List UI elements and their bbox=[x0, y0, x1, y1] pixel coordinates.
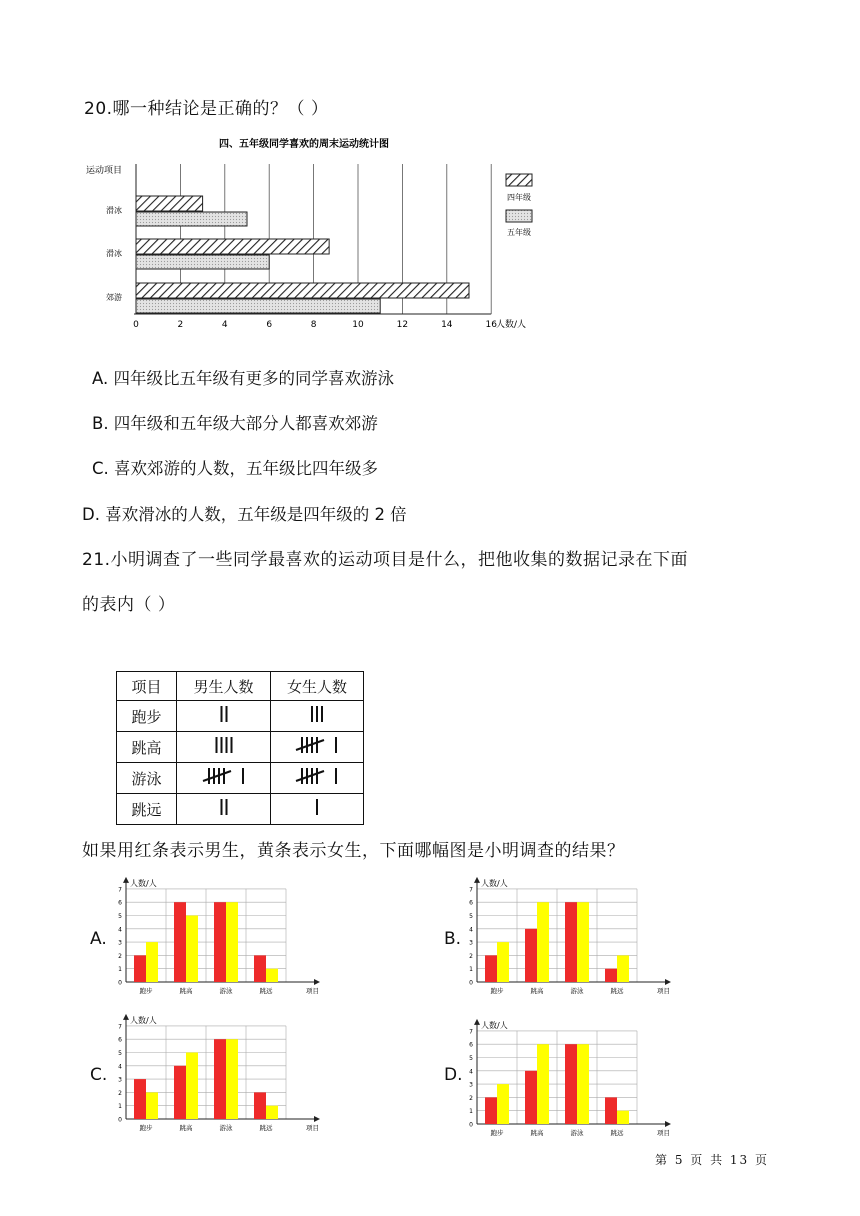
y-tick-label: 6 bbox=[469, 899, 473, 907]
y-category-label: 郊游 bbox=[106, 293, 122, 302]
bar-boys bbox=[134, 955, 146, 982]
table-row-label: 跑步 bbox=[117, 701, 177, 732]
table-header: 男生人数 bbox=[177, 672, 271, 701]
bar-girls bbox=[146, 942, 158, 982]
bar-girls bbox=[617, 1111, 629, 1124]
bar-girls bbox=[537, 1044, 549, 1124]
x-axis-arrow bbox=[665, 1121, 671, 1127]
legend-swatch-grade4 bbox=[506, 174, 532, 186]
q20-option-b[interactable]: B. 四年级和五年级大部分人都喜欢郊游 bbox=[92, 414, 378, 433]
tally-marks bbox=[179, 794, 269, 820]
y-tick-label: 7 bbox=[118, 886, 122, 894]
y-tick-label: 7 bbox=[118, 1023, 122, 1031]
bar-girls bbox=[146, 1092, 158, 1119]
x-tick-label: 跳远 bbox=[610, 1129, 624, 1137]
y-category-label: 滑冰 bbox=[106, 249, 122, 258]
q20-option-d[interactable]: D. 喜欢滑冰的人数，五年级是四年级的 2 倍 bbox=[82, 505, 407, 524]
bar-boys bbox=[174, 902, 186, 982]
bar-boys bbox=[565, 1044, 577, 1124]
q20-option-a[interactable]: A. 四年级比五年级有更多的同学喜欢游泳 bbox=[92, 369, 394, 388]
tally-marks bbox=[179, 701, 269, 727]
bar-boys bbox=[254, 1092, 266, 1119]
x-tick-label: 游泳 bbox=[570, 1129, 584, 1137]
option-b-chart[interactable] bbox=[461, 876, 686, 1002]
y-tick-label: 3 bbox=[118, 939, 122, 947]
bar-boys bbox=[214, 902, 226, 982]
x-tick-label: 10 bbox=[352, 320, 364, 330]
y-tick-label: 2 bbox=[118, 952, 122, 960]
bar-boys bbox=[485, 955, 497, 982]
tally-cross-stroke bbox=[296, 771, 324, 781]
x-tick-label: 14 bbox=[441, 320, 453, 330]
q20-text: 20.哪一种结论是正确的？（ ） bbox=[84, 99, 329, 119]
x-tick-label: 12 bbox=[396, 320, 409, 330]
y-tick-label: 1 bbox=[118, 1103, 122, 1111]
bar-boys bbox=[605, 1097, 617, 1124]
y-axis-label: 人数/人 bbox=[481, 1021, 508, 1030]
y-tick-label: 2 bbox=[118, 1089, 122, 1097]
y-tick-label: 5 bbox=[469, 913, 473, 920]
x-tick-label: 跑步 bbox=[490, 987, 504, 995]
bar-girls bbox=[497, 1084, 509, 1124]
bar-boys bbox=[214, 1039, 226, 1119]
q21-option-a-label[interactable]: A. bbox=[90, 929, 107, 949]
table-header: 女生人数 bbox=[271, 672, 364, 701]
x-tick-label: 4 bbox=[221, 320, 228, 330]
y-tick-label: 4 bbox=[118, 926, 122, 934]
y-tick-label: 5 bbox=[118, 913, 122, 920]
x-tick-label: 跳远 bbox=[259, 987, 273, 995]
bar-grade5 bbox=[136, 299, 380, 313]
option-c-chart[interactable] bbox=[110, 1013, 335, 1139]
legend-label-grade5: 五年级 bbox=[507, 228, 531, 237]
y-axis-arrow bbox=[474, 877, 480, 883]
x-tick-label: 2 bbox=[177, 320, 184, 330]
q20-xaxis-label: 人数/人 bbox=[496, 320, 527, 330]
x-axis-label: 项目 bbox=[306, 987, 319, 995]
bar-girls bbox=[577, 902, 589, 982]
y-tick-label: 6 bbox=[118, 1036, 122, 1044]
y-tick-label: 0 bbox=[118, 1116, 122, 1124]
tally-cross-stroke bbox=[203, 771, 231, 781]
q21-text-line2: 的表内（ ） bbox=[82, 595, 176, 615]
x-axis-arrow bbox=[665, 979, 671, 985]
q21-option-b-label[interactable]: B. bbox=[444, 929, 462, 949]
y-axis-label: 人数/人 bbox=[481, 879, 508, 888]
y-tick-label: 3 bbox=[118, 1076, 122, 1084]
y-tick-label: 4 bbox=[469, 926, 473, 934]
bar-girls bbox=[226, 902, 238, 982]
y-tick-label: 6 bbox=[118, 899, 122, 907]
q20-bar-chart bbox=[82, 128, 562, 350]
bar-boys bbox=[134, 1079, 146, 1119]
y-tick-label: 7 bbox=[469, 1028, 473, 1036]
x-tick-label: 跑步 bbox=[139, 1124, 153, 1132]
bar-grade4 bbox=[136, 283, 469, 298]
bar-grade4 bbox=[136, 196, 203, 211]
legend-swatch-grade5 bbox=[506, 210, 532, 222]
q20-chart-title: 四、五年级同学喜欢的周末运动统计图 bbox=[219, 139, 389, 150]
bar-boys bbox=[605, 969, 617, 982]
y-axis-label: 人数/人 bbox=[130, 879, 157, 888]
bar-girls bbox=[186, 1053, 198, 1120]
x-axis-arrow bbox=[314, 1116, 320, 1122]
y-category-label: 滑冰 bbox=[106, 206, 122, 215]
y-tick-label: 3 bbox=[469, 939, 473, 947]
tally-marks bbox=[179, 763, 269, 789]
tally-marks bbox=[272, 701, 362, 727]
q21-option-c-label[interactable]: C. bbox=[90, 1065, 108, 1085]
x-axis-arrow bbox=[314, 979, 320, 985]
bar-girls bbox=[497, 942, 509, 982]
x-tick-label: 跳高 bbox=[530, 1129, 544, 1137]
q20-option-c[interactable]: C. 喜欢郊游的人数，五年级比四年级多 bbox=[92, 459, 379, 478]
x-axis-label: 项目 bbox=[657, 987, 670, 995]
x-tick-label: 跑步 bbox=[139, 987, 153, 995]
x-tick-label: 游泳 bbox=[219, 1124, 233, 1132]
bar-girls bbox=[577, 1044, 589, 1124]
x-tick-label: 跳高 bbox=[179, 987, 193, 995]
page-footer: 第 5 页 共 13 页 bbox=[655, 1153, 769, 1167]
x-tick-label: 16 bbox=[485, 320, 497, 330]
y-tick-label: 5 bbox=[118, 1050, 122, 1057]
bar-girls bbox=[537, 902, 549, 982]
x-tick-label: 游泳 bbox=[219, 987, 233, 995]
y-tick-label: 4 bbox=[118, 1063, 122, 1071]
tally-marks bbox=[272, 732, 362, 758]
bar-boys bbox=[174, 1066, 186, 1119]
y-tick-label: 6 bbox=[469, 1041, 473, 1049]
bar-girls bbox=[186, 916, 198, 983]
y-axis-arrow bbox=[123, 1014, 129, 1020]
bar-boys bbox=[525, 1071, 537, 1124]
y-axis-label: 人数/人 bbox=[130, 1016, 157, 1025]
bar-boys bbox=[485, 1097, 497, 1124]
bar-boys bbox=[254, 955, 266, 982]
y-tick-label: 3 bbox=[469, 1081, 473, 1089]
q20-yaxis-label: 运动项目 bbox=[86, 166, 123, 176]
tally-marks bbox=[179, 732, 269, 758]
y-tick-label: 1 bbox=[469, 1108, 473, 1116]
y-axis-arrow bbox=[123, 877, 129, 883]
x-tick-label: 跑步 bbox=[490, 1129, 504, 1137]
x-tick-label: 0 bbox=[133, 320, 139, 330]
bar-boys bbox=[525, 929, 537, 982]
y-tick-label: 2 bbox=[469, 1094, 473, 1102]
bar-grade5 bbox=[136, 255, 269, 269]
tally-marks bbox=[272, 794, 362, 820]
table-row-label: 游泳 bbox=[117, 763, 177, 794]
x-tick-label: 6 bbox=[266, 320, 273, 330]
bar-girls bbox=[617, 955, 629, 982]
bar-grade4 bbox=[136, 239, 329, 254]
q21-text-line1: 21.小明调查了一些同学最喜欢的运动项目是什么，把他收集的数据记录在下面 bbox=[82, 550, 689, 570]
x-tick-label: 跳高 bbox=[179, 1124, 193, 1132]
y-tick-label: 1 bbox=[469, 966, 473, 974]
y-tick-label: 2 bbox=[469, 952, 473, 960]
tally-marks bbox=[272, 763, 362, 789]
y-tick-label: 5 bbox=[469, 1055, 473, 1062]
bar-girls bbox=[266, 1106, 278, 1119]
q21-question: 如果用红条表示男生，黄条表示女生，下面哪幅图是小明调查的结果？ bbox=[82, 841, 625, 861]
y-tick-label: 0 bbox=[469, 979, 473, 987]
x-tick-label: 跳高 bbox=[530, 987, 544, 995]
tally-table bbox=[116, 671, 364, 825]
option-d-chart[interactable] bbox=[461, 1018, 686, 1144]
y-tick-label: 0 bbox=[469, 1121, 473, 1129]
bar-girls bbox=[226, 1039, 238, 1119]
y-tick-label: 7 bbox=[469, 886, 473, 894]
bar-girls bbox=[266, 969, 278, 982]
option-a-chart[interactable] bbox=[110, 876, 335, 1002]
y-axis-arrow bbox=[474, 1019, 480, 1025]
bar-grade5 bbox=[136, 212, 247, 226]
legend-label-grade4: 四年级 bbox=[507, 193, 531, 202]
table-header: 项目 bbox=[117, 672, 177, 701]
y-tick-label: 4 bbox=[469, 1068, 473, 1076]
x-axis-label: 项目 bbox=[306, 1124, 319, 1132]
table-row-label: 跳高 bbox=[117, 732, 177, 763]
x-tick-label: 跳远 bbox=[259, 1124, 273, 1132]
y-tick-label: 0 bbox=[118, 979, 122, 987]
table-row-label: 跳远 bbox=[117, 794, 177, 825]
tally-cross-stroke bbox=[296, 740, 324, 750]
x-tick-label: 跳远 bbox=[610, 987, 624, 995]
x-tick-label: 8 bbox=[310, 320, 317, 330]
q21-option-d-label[interactable]: D. bbox=[444, 1065, 463, 1085]
x-tick-label: 游泳 bbox=[570, 987, 584, 995]
y-tick-label: 1 bbox=[118, 966, 122, 974]
bar-boys bbox=[565, 902, 577, 982]
x-axis-label: 项目 bbox=[657, 1129, 670, 1137]
